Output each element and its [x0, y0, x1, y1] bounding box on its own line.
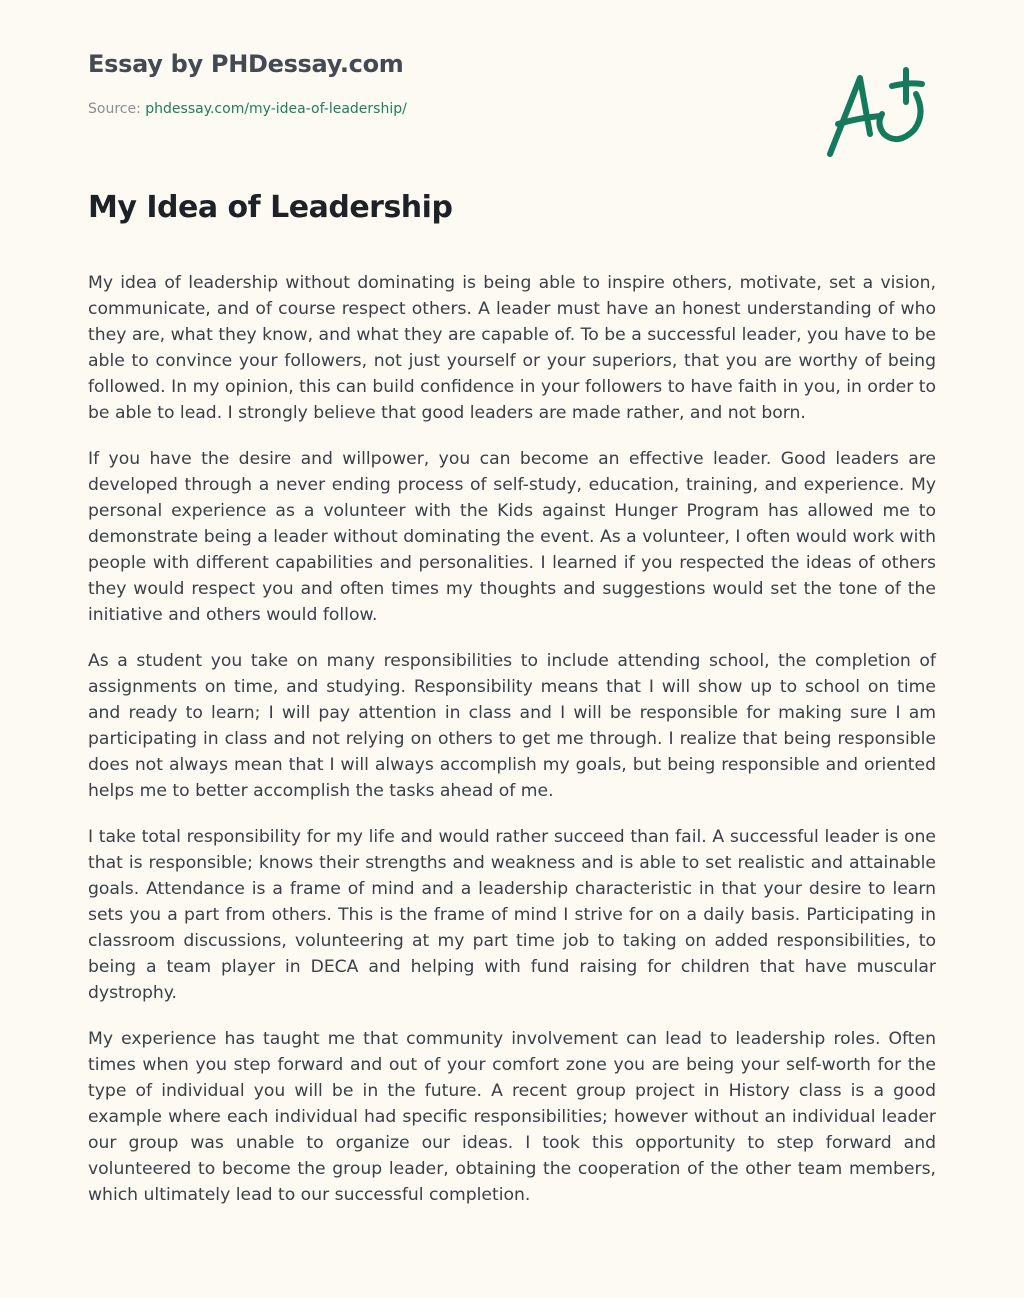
- source-label: Source:: [88, 101, 141, 117]
- essay-paragraph: My idea of leadership without dominating is being able to inspire others, motivate, set a vision, communicate, and of course respect others. A leader must have an honest understanding of who they are, what they know, and what they are capable of. To be a successful leader, you have to be able to convince your followers, not just yourself or your superiors, that you are worthy of being followed. In my opinion, this can build confidence in your followers to have faith in you, in order to be able to lead. I strongly believe that good leaders are made rather, and not born.: [88, 273, 936, 423]
- source-link[interactable]: phdessay.com/my-idea-of-leadership/: [145, 101, 407, 117]
- essay-paragraph: I take total responsibility for my life and would rather succeed than fail. A successful leader is one that is responsible; knows their strengths and weakness and is able to set realistic and attainable goals. Attendance is a frame of mind and a leadership characteristic in that your desire to learn sets you a part from others. This is the frame of mind I strive for on a daily basis. Participating in classroom discussions, volunteering at my part time job to taking on added responsibilities, to being a team player in DECA and helping with fund raising for children that have muscular dystrophy.: [88, 827, 936, 1003]
- essay-title: My Idea of Leadership: [88, 190, 453, 225]
- site-brand: Essay by PHDessay.com: [88, 50, 404, 78]
- a-plus-logo-icon: [818, 64, 932, 164]
- essay-paragraph: If you have the desire and willpower, you can become an effective leader. Good leaders are developed through a never ending process of self-study, education, training, and experience. My personal experience as a volunteer with the Kids against Hunger Program has allowed me to demonstrate being a leader without dominating the event. As a volunteer, I often would work with people with different capabilities and personalities. I learned if you respected the ideas of others they would respect you and often times my thoughts and suggestions would set the tone of the initiative and others would follow.: [88, 449, 936, 625]
- source-line: [88, 101, 407, 117]
- essay-body: [88, 270, 936, 1228]
- essay-paragraph: My experience has taught me that community involvement can lead to leadership roles. Often times when you step forward and out of your comfort zone you are being your self-worth for the type of individual you will be in the future. A recent group project in History class is a good example where each individual had specific responsibilities; however without an individual leader our group was unable to organize our ideas. I took this opportunity to step forward and volunteered to become the group leader, obtaining the cooperation of the other team members, which ultimately lead to our successful completion.: [88, 1029, 936, 1205]
- essay-paragraph: As a student you take on many responsibilities to include attending school, the completion of assignments on time, and studying. Responsibility means that I will show up to school on time and ready to learn; I will pay attention in class and I will be responsible for making sure I am participating in class and not relying on others to get me through. I realize that being responsible does not always mean that I will always accomplish my goals, but being responsible and oriented helps me to better accomplish the tasks ahead of me.: [88, 651, 936, 801]
